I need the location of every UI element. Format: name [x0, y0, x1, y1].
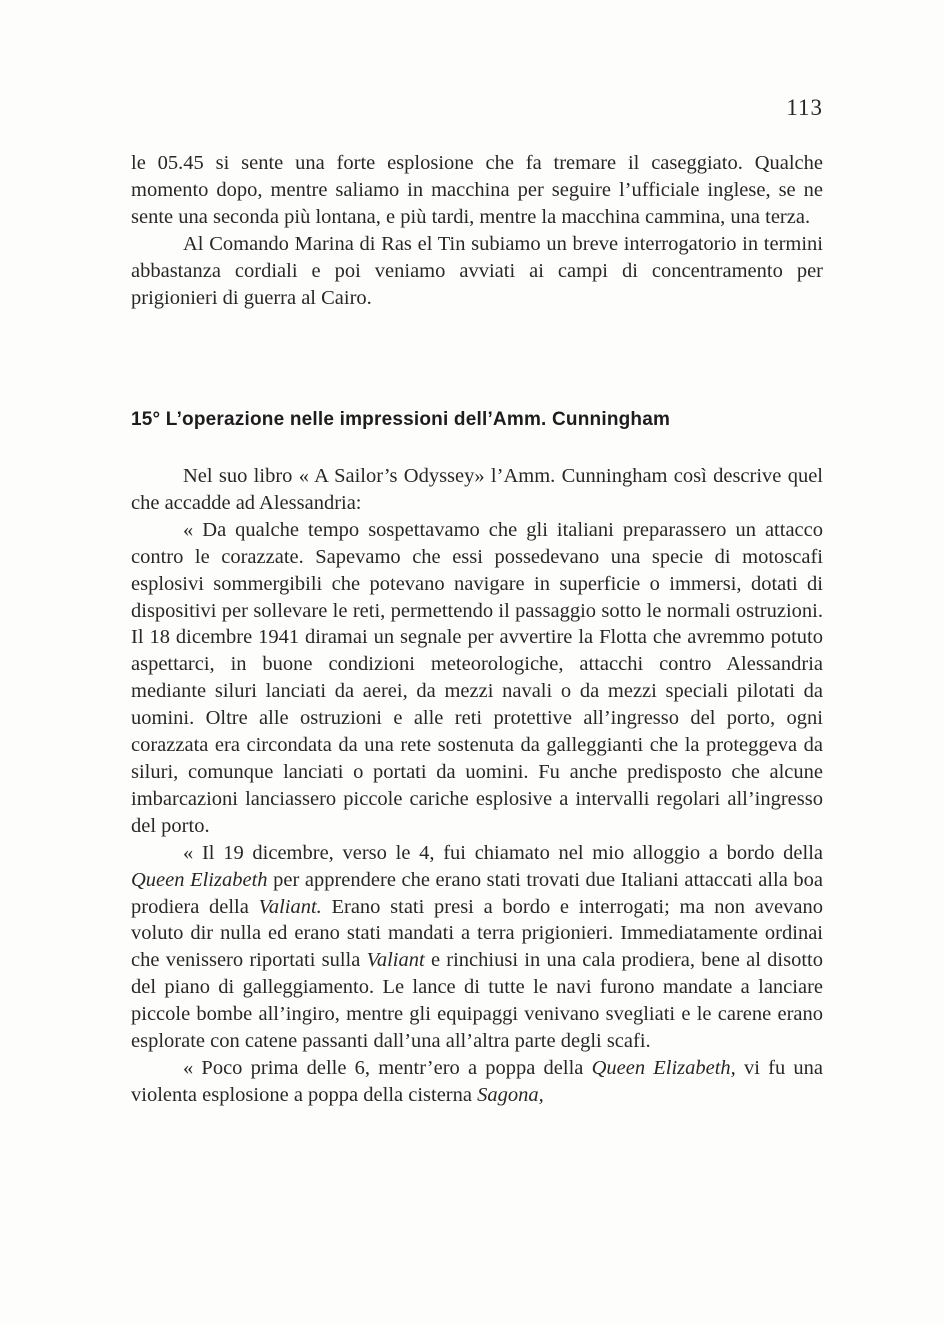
paragraph: Nel suo libro « A Sailor’s Odyssey» l’Amm. Cunningham così descrive quel che accadde ad Alessandria:	[131, 465, 823, 514]
ship-name: Queen Elizabeth	[131, 868, 268, 891]
ship-name: Valiant	[366, 949, 425, 972]
ship-name: Sagona,	[477, 1083, 544, 1106]
ship-name: Valiant.	[258, 895, 322, 918]
text-run: Erano stati presi a bordo e interrogati; ma non avevano voluto dir nulla ed erano stati mandati a terra prigionieri. Immediatamente ordinai che venissero riportati sulla	[131, 895, 824, 972]
text-run: « Il 19 dicembre, verso le 4, fui chiamato nel mio alloggio a bordo della	[183, 841, 823, 864]
paragraph: le 05.45 si sente una forte esplosione che fa tremare il caseggiato. Qualche momento dopo, mentre saliamo in macchina per seguire l’ufficiale inglese, se ne sente una seconda più lontana, e più tardi, mentre la macchina cammina, una terza.	[131, 152, 823, 228]
paragraph: « Da qualche tempo sospettavamo che gli italiani preparassero un attacco contro le corazzate. Sapevamo che essi possedevano una specie di motoscafi esplosivi sommergibili che potevano navigare in superficie o immersi, dotati di dispositivi per sollevare le reti, permettendo il passaggio sotto le normali ostruzioni. Il 18 dicembre 1941 diramai un segnale per avvertire la Flotta che avremmo potuto aspettarci, in buone condizioni meteorologiche, attacchi contro Alessandria mediante siluri lanciati da aerei, da mezzi navali o da mezzi speciali pilotati da uomini. Oltre alle ostruzioni e alle reti protettive all’ingresso del porto, ogni corazzata era circondata da una rete sostenuta da galleggianti che la proteggeva da siluri, comunque lanciati o portati da uomini. Fu anche predisposto che alcune imbarcazioni lanciassero piccole cariche esplosive a intervalli regolari all’ingresso del porto.	[131, 518, 823, 837]
paragraph	[131, 1055, 823, 1109]
page-number: 113	[786, 95, 823, 120]
section-text	[131, 463, 823, 1109]
text-run: e rinchiusi in una cala prodiera, bene al disotto del piano di galleggiamento. Le lance di tutte le navi furono mandate a lanciare piccole bombe all’ingiro, mentre gli equipaggi venivano svegliati e le carene erano esplorate con catene passanti dall’una all’altra parte degli scafi.	[131, 949, 823, 1053]
paragraph: Al Comando Marina di Ras el Tin subiamo un breve interrogatorio in termini abbastanza cordiali e poi veniamo avviati ai campi di concentramento per prigionieri di guerra al Cairo.	[131, 232, 823, 309]
bottom-margin	[0, 1240, 944, 1325]
text-run: vi fu una violenta esplosione a poppa della cisterna	[131, 1056, 823, 1106]
text-run: per apprendere che erano stati trovati due Italiani attaccati alla boa prodiera della	[131, 868, 823, 918]
intro-text	[131, 150, 823, 311]
section-heading: 15° L’operazione nelle impressioni dell’Amm. Cunningham	[131, 409, 671, 430]
text-run: « Poco prima delle 6, mentr’ero a poppa della	[183, 1056, 592, 1079]
paragraph	[131, 840, 823, 1055]
ship-name: Queen Elizabeth,	[591, 1056, 736, 1079]
